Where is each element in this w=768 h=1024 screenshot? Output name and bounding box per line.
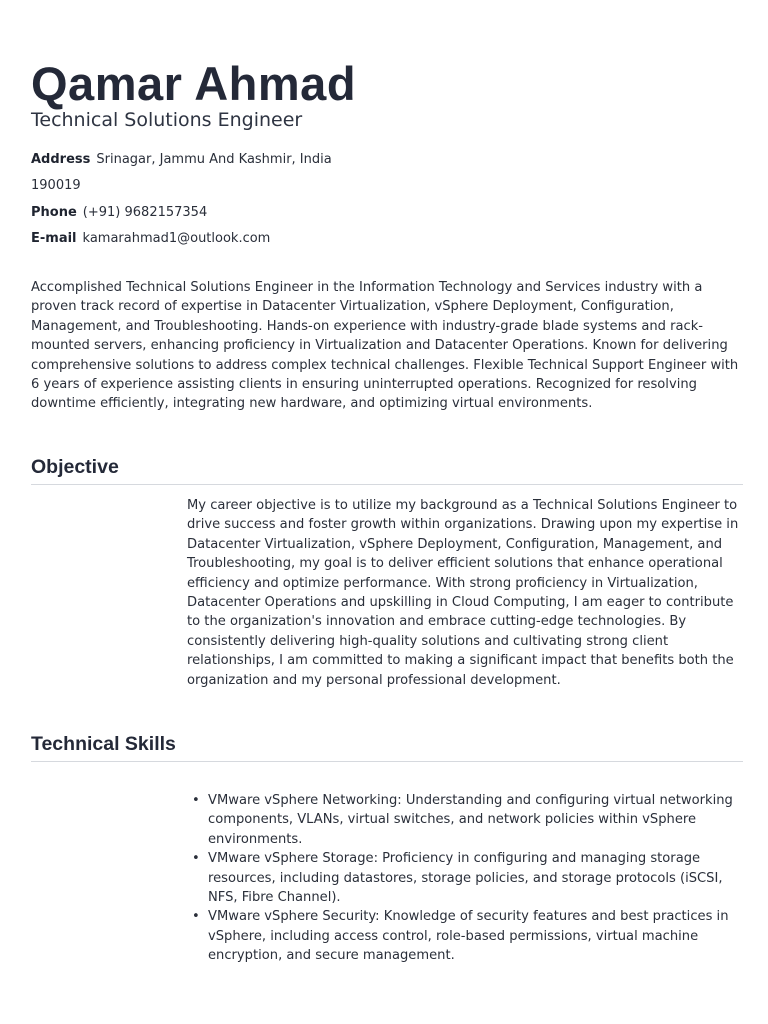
address-value: Srinagar, Jammu And Kashmir, India bbox=[96, 152, 332, 167]
contact-email bbox=[31, 231, 270, 246]
professional-summary: Accomplished Technical Solutions Engineer in the Information Technology and Services industry with a proven track record of expertise in Datacenter Virtualization, vSphere Deployment, Configuration, Management, and Troubleshooting. Hands-on experience with industry-grade blade systems and rack-mounted servers, enhancing proficiency in Virtualization and Datacenter Operations. Known for delivering comprehensive solutions to address complex technical challenges. Flexible Technical Support Engineer with 6 years of experience assisting clients in ensuring uninterrupted operations. Recognized for resolving downtime efficiently, integrating new hardware, and optimizing virtual environments. bbox=[31, 280, 739, 412]
list-item bbox=[192, 791, 743, 849]
technical-skills-list bbox=[187, 791, 743, 966]
contact-address bbox=[31, 152, 332, 167]
postal-code-value: 190019 bbox=[31, 178, 81, 193]
email-label: E-mail bbox=[31, 231, 77, 246]
skill-text: VMware vSphere Security: Knowledge of security features and best practices in vSphere, including access control, role-based permissions, virtual machine encryption, and secure management. bbox=[208, 909, 729, 964]
email-value[interactable]: kamarahmad1@outlook.com bbox=[82, 231, 271, 246]
candidate-name: Qamar Ahmad bbox=[31, 57, 357, 110]
technical-skills-heading: Technical Skills bbox=[31, 733, 743, 762]
candidate-title: Technical Solutions Engineer bbox=[31, 109, 303, 131]
objective-text: My career objective is to utilize my background as a Technical Solutions Engineer to drive success and foster growth within organizations. Drawing upon my expertise in Datacenter Virtualization, vSphere Deployment, Configuration, Management, and Troubleshooting, my goal is to deliver efficient solutions that enhance operational efficiency and optimize performance. With strong proficiency in Virtualization, Datacenter Operations and upskilling in Cloud Computing, I am eager to contribute to the organization's innovation and embrace cutting-edge technologies. By consistently delivering high-quality solutions and cultivating strong client relationships, I am committed to making a significant impact that benefits both the organization and my personal professional development. bbox=[187, 498, 739, 688]
skill-text: VMware vSphere Storage: Proficiency in configuring and managing storage resources, including datastores, storage policies, and storage protocols (iSCSI, NFS, Fibre Channel). bbox=[208, 851, 723, 906]
contact-phone bbox=[31, 205, 207, 220]
list-item bbox=[192, 907, 743, 965]
contact-postal-code bbox=[31, 178, 81, 193]
bullet-icon: • bbox=[192, 851, 200, 867]
skill-text: VMware vSphere Networking: Understanding and configuring virtual networking components, VLANs, virtual switches, and network policies within vSphere environments. bbox=[208, 793, 733, 847]
address-label: Address bbox=[31, 152, 91, 167]
phone-value: (+91) 9682157354 bbox=[82, 205, 208, 220]
bullet-icon: • bbox=[192, 909, 200, 925]
objective-heading: Objective bbox=[31, 456, 743, 485]
phone-label: Phone bbox=[31, 205, 77, 220]
bullet-icon: • bbox=[192, 793, 200, 808]
list-item bbox=[192, 849, 743, 907]
